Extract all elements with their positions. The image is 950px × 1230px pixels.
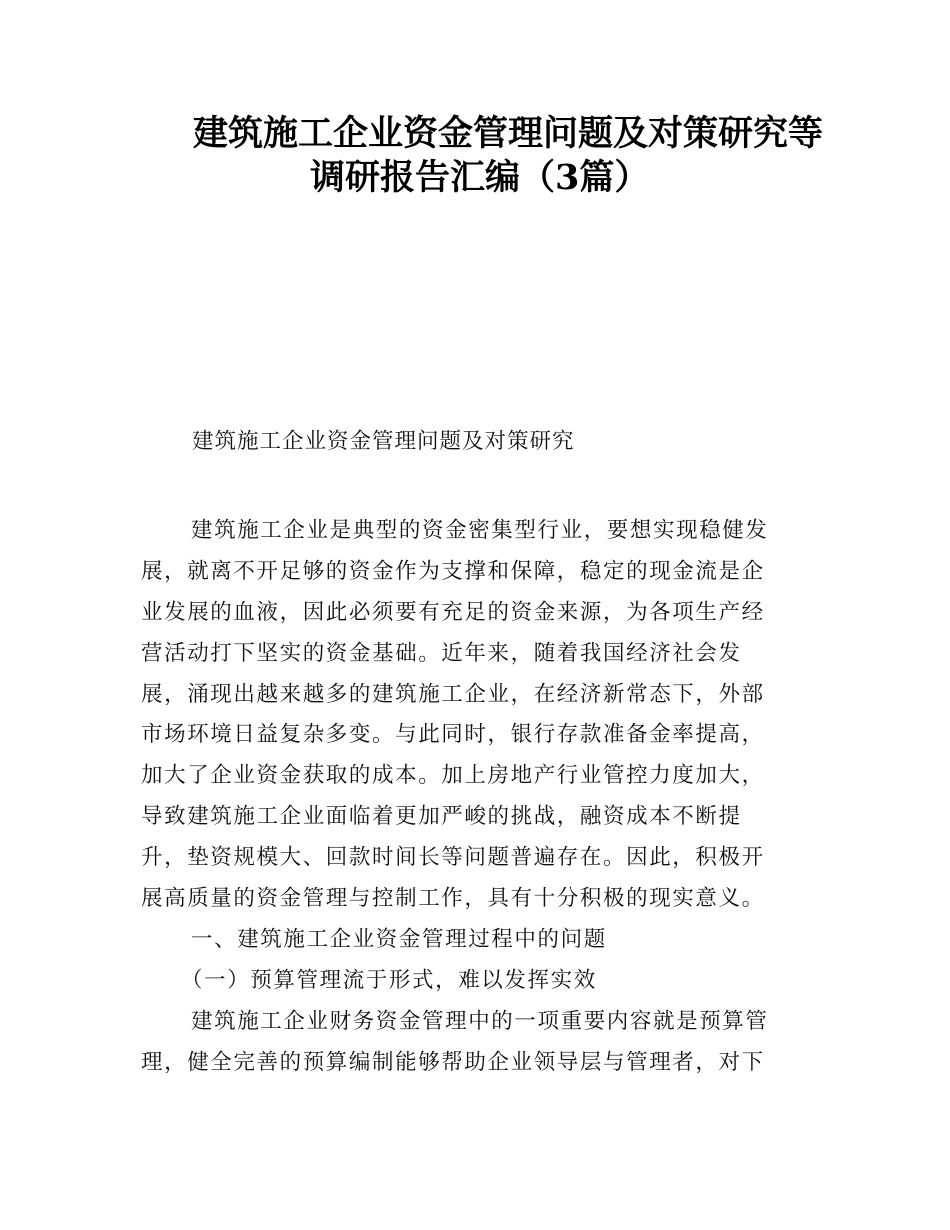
paragraph-line: 导致建筑施工企业面临着更加严峻的挑战，融资成本不断提	[141, 804, 742, 830]
document-title-line-1: 建筑施工企业资金管理问题及对策研究等	[193, 113, 824, 154]
paragraph-line: 业发展的血液，因此必须要有充足的资金来源，为各项生产经	[141, 599, 765, 625]
paragraph-line: 建筑施工企业财务资金管理中的一项重要内容就是预算管	[191, 1008, 769, 1034]
heading-level-2: （一）预算管理流于形式，难以发挥实效	[181, 967, 597, 993]
paragraph-line: 市场环境日益复杂多变。与此同时，银行存款准备金率提高，	[141, 722, 765, 748]
heading-level-1: 一、建筑施工企业资金管理过程中的问题	[191, 926, 607, 952]
paragraph-line: 升，垫资规模大、回款时间长等问题普遍存在。因此，积极开	[141, 845, 765, 871]
body-text	[141, 511, 811, 1083]
section-title: 建筑施工企业资金管理问题及对策研究	[192, 429, 575, 454]
paragraph-line: 营活动打下坚实的资金基础。近年来，随着我国经济社会发	[141, 640, 742, 666]
paragraph-line: 展，就离不开足够的资金作为支撑和保障，稳定的现金流是企	[141, 558, 765, 584]
paragraph-line: 理，健全完善的预算编制能够帮助企业领导层与管理者，对下	[141, 1049, 765, 1075]
paragraph-line: 展，涌现出越来越多的建筑施工企业，在经济新常态下，外部	[141, 681, 765, 707]
paragraph-line: 加大了企业资金获取的成本。加上房地产行业管控力度加大，	[141, 763, 765, 789]
paragraph-line: 建筑施工企业是典型的资金密集型行业，要想实现稳健发	[191, 518, 769, 543]
paragraph-line: 展高质量的资金管理与控制工作，具有十分积极的现实意义。	[141, 886, 765, 912]
document-title-line-2: 调研报告汇编（3篇）	[310, 157, 650, 198]
